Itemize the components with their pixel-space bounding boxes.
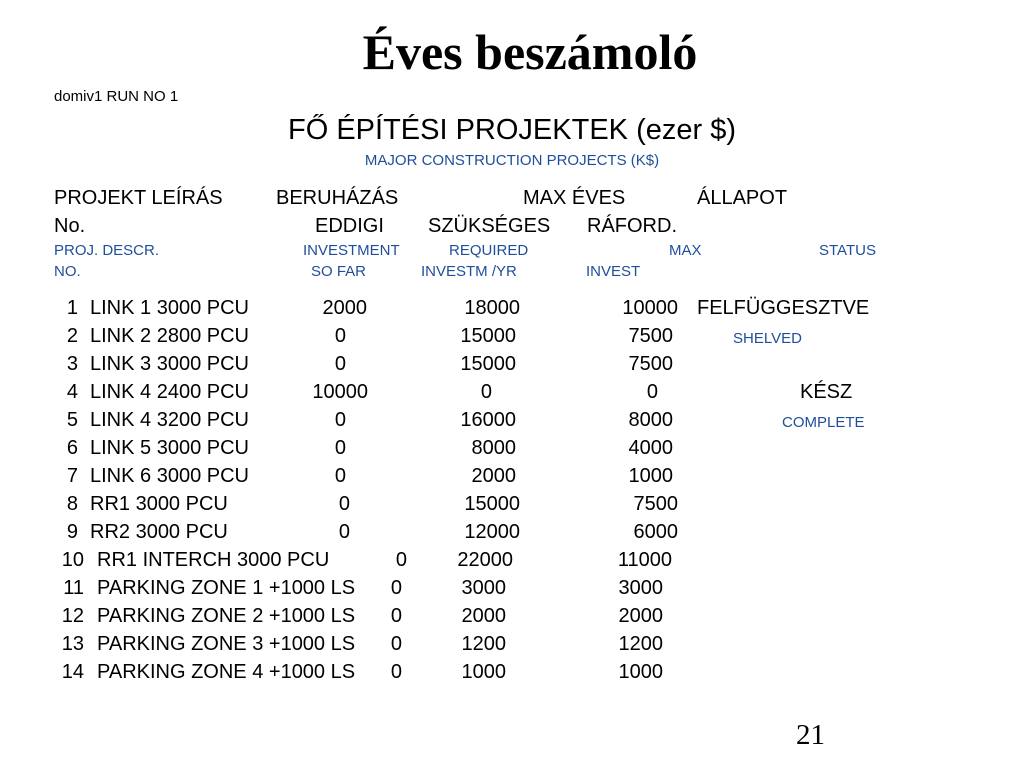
row-required: 18000: [464, 297, 520, 319]
row-description: PARKING ZONE 4 +1000 LS: [97, 661, 356, 683]
header-status: STATUS: [819, 242, 876, 259]
table-row: [0, 350, 1024, 378]
row-so-far: 0: [338, 493, 350, 515]
row-max-invest: 11000: [617, 549, 672, 571]
header-raford: RÁFORD.: [587, 215, 677, 237]
row-number: 2: [66, 325, 78, 347]
table-row: [0, 462, 1024, 490]
run-label: domiv1 RUN NO 1: [54, 88, 179, 105]
header-proj-descr: PROJ. DESCR.: [54, 242, 160, 259]
header-so-far: SO FAR: [311, 263, 367, 280]
row-description: RR1 INTERCH 3000 PCU: [97, 549, 330, 571]
row-required: 12000: [464, 521, 520, 543]
header-investment: INVESTMENT: [303, 242, 400, 259]
row-required: 16000: [460, 409, 516, 431]
row-max-invest: 7500: [633, 493, 678, 515]
row-status: FELFÜGGESZTVE: [697, 297, 870, 319]
row-required: 22000: [457, 549, 513, 571]
header-max-eves: MAX ÉVES: [523, 187, 626, 209]
row-required: 15000: [460, 325, 516, 347]
header-invest: INVEST: [586, 263, 641, 280]
header-required: REQUIRED: [449, 242, 529, 259]
table-row: [0, 546, 1024, 574]
row-description: LINK 3 3000 PCU: [90, 353, 249, 375]
row-number: 6: [66, 437, 78, 459]
header-projekt-leiras: PROJEKT LEÍRÁS: [54, 187, 223, 209]
row-so-far: 0: [390, 661, 402, 683]
row-max-invest: 7500: [628, 353, 673, 375]
row-so-far: 0: [334, 409, 346, 431]
row-description: LINK 4 3200 PCU: [90, 409, 249, 431]
row-number: 13: [61, 633, 84, 655]
row-description: LINK 1 3000 PCU: [90, 297, 249, 319]
row-description: PARKING ZONE 3 +1000 LS: [97, 633, 356, 655]
row-description: RR2 3000 PCU: [90, 521, 228, 543]
row-required: 8000: [471, 437, 516, 459]
row-required: 3000: [461, 577, 506, 599]
row-required: 15000: [460, 353, 516, 375]
row-status: KÉSZ: [800, 381, 853, 403]
row-status-english: SHELVED: [733, 330, 802, 347]
row-max-invest: 4000: [628, 437, 673, 459]
row-description: PARKING ZONE 1 +1000 LS: [97, 577, 356, 599]
row-number: 3: [66, 353, 78, 375]
row-so-far: 0: [390, 577, 402, 599]
header-investm-yr: INVESTM /YR: [421, 263, 517, 280]
row-required: 15000: [464, 493, 520, 515]
table-row: [0, 490, 1024, 518]
row-number: 7: [66, 465, 78, 487]
table-row: [0, 294, 1024, 322]
row-max-invest: 2000: [618, 605, 663, 627]
row-required: 1200: [461, 633, 506, 655]
header-eddigi: EDDIGI: [315, 215, 384, 237]
row-so-far: 0: [395, 549, 407, 571]
table-row: [0, 378, 1024, 406]
row-description: LINK 5 3000 PCU: [90, 437, 249, 459]
header-no-english: NO.: [54, 263, 81, 280]
row-required: 1000: [461, 661, 506, 683]
table-subtitle: FŐ ÉPÍTÉSI PROJEKTEK (ezer $): [288, 114, 736, 146]
table-row: [0, 630, 1024, 658]
row-max-invest: 1000: [618, 661, 663, 683]
header-szukseges: SZÜKSÉGES: [428, 215, 551, 237]
row-required: 2000: [461, 605, 506, 627]
table-row: [0, 518, 1024, 546]
row-description: LINK 6 3000 PCU: [90, 465, 249, 487]
row-max-invest: 7500: [628, 325, 673, 347]
row-required: 2000: [471, 465, 516, 487]
table-subtitle-english: MAJOR CONSTRUCTION PROJECTS (K$): [364, 152, 660, 169]
row-description: LINK 2 2800 PCU: [90, 325, 249, 347]
table-row: [0, 406, 1024, 434]
row-number: 5: [66, 409, 78, 431]
row-so-far: 2000: [322, 297, 367, 319]
row-required: 0: [480, 381, 492, 403]
row-number: 11: [63, 577, 84, 599]
row-so-far: 0: [334, 437, 346, 459]
slide-title: Éves beszámoló: [362, 24, 698, 80]
row-max-invest: 0: [646, 381, 658, 403]
row-description: RR1 3000 PCU: [90, 493, 228, 515]
row-max-invest: 1000: [628, 465, 673, 487]
row-so-far: 0: [338, 521, 350, 543]
row-max-invest: 6000: [633, 521, 678, 543]
row-number: 9: [66, 521, 78, 543]
table-row: [0, 602, 1024, 630]
header-max: MAX: [669, 242, 702, 259]
row-max-invest: 8000: [628, 409, 673, 431]
row-max-invest: 10000: [622, 297, 678, 319]
table-row: [0, 322, 1024, 350]
row-number: 4: [66, 381, 78, 403]
row-max-invest: 3000: [618, 577, 663, 599]
row-max-invest: 1200: [618, 633, 663, 655]
row-number: 10: [61, 549, 84, 571]
row-status-english: COMPLETE: [782, 414, 865, 431]
row-so-far: 10000: [312, 381, 368, 403]
row-so-far: 0: [390, 605, 402, 627]
row-number: 1: [66, 297, 78, 319]
header-allapot: ÁLLAPOT: [697, 187, 788, 209]
row-description: LINK 4 2400 PCU: [90, 381, 249, 403]
table-row: [0, 434, 1024, 462]
row-number: 14: [61, 661, 84, 683]
row-number: 12: [61, 605, 84, 627]
row-so-far: 0: [334, 325, 346, 347]
row-so-far: 0: [334, 465, 346, 487]
header-no: No.: [54, 215, 86, 237]
row-description: PARKING ZONE 2 +1000 LS: [97, 605, 356, 627]
row-number: 8: [66, 493, 78, 515]
row-so-far: 0: [390, 633, 402, 655]
row-so-far: 0: [334, 353, 346, 375]
page-number: 21: [796, 719, 825, 751]
header-beruhazas: BERUHÁZÁS: [276, 187, 399, 209]
table-row: [0, 658, 1024, 686]
table-row: [0, 574, 1024, 602]
